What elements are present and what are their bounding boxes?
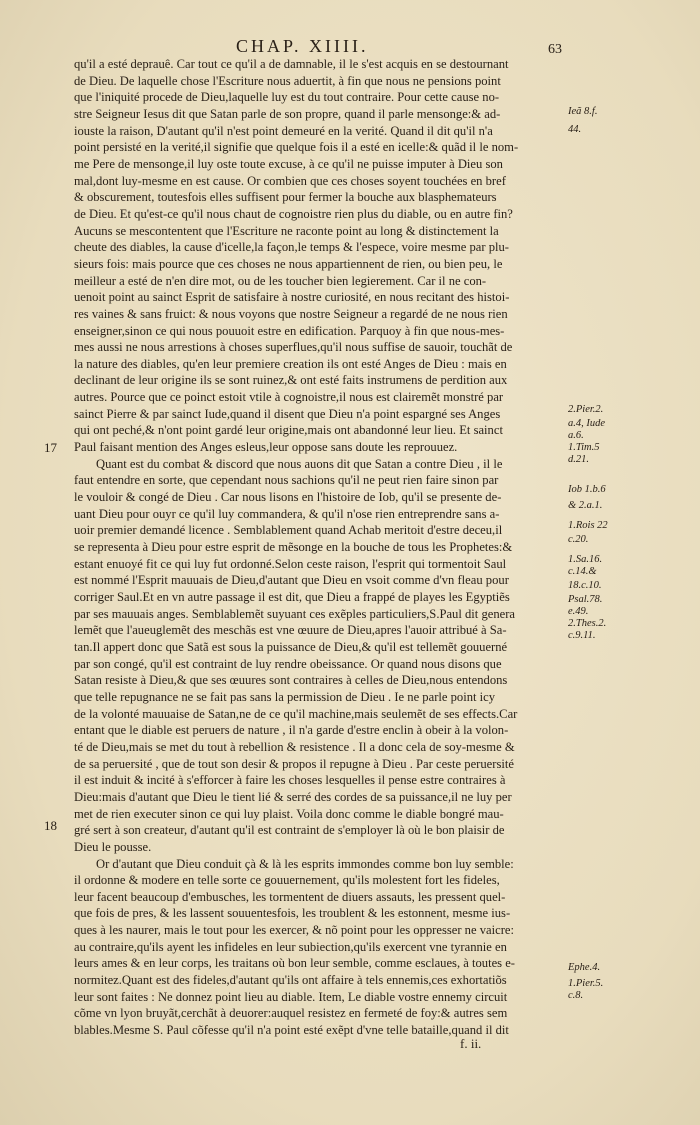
text-line: entant que le diable est peruers de nature , il n'a garde d'estre enclin à obeir à la volon- [74, 723, 509, 738]
text-line: il est induit & incité à s'efforcer à faire les choses lesquelles il pense estre contraires à [74, 773, 506, 788]
text-line: & obscurement, toutesfois elles suffisent pour fermer la bouche aux blasphemateurs [74, 190, 497, 205]
margin-note: Iob 1.b.6 [568, 484, 606, 495]
text-line: me Pere de mensonge,il luy oste toute excuse, à ce qu'il ne puisse imputer à Dieu son [74, 156, 503, 171]
margin-note: c.8. [568, 990, 584, 1001]
text-line: blables.Mesme S. Paul cõfesse qu'il n'a point esté exẽpt d'vne telle bataille,quand il dit [74, 1023, 509, 1038]
margin-note: 18.c.10. [568, 580, 602, 591]
text-line: uenoit point au sainct Esprit de satisfaire à nostre curiosité, en nous recitant des histoi- [74, 290, 510, 305]
text-line: lemẽt que l'aueuglemẽt des meschãs est vne œuure de Dieu,apres l'auoir attribué à Sa- [74, 623, 507, 638]
text-line: par ses mauuais anges. Semblablemẽt suyuant ces exẽples particuliers,S.Paul dit genera [74, 606, 516, 621]
text-line: faut entendre en sorte, que cependant nous sachions qu'il ne peut rien faire sinon par [74, 473, 499, 488]
text-line: uoir premier demandé licence . Semblablement quand Achab meritoit d'estre deceu,il [74, 523, 503, 538]
text-line: sainct Pierre & par sainct Iude,quand il disent que Dieu n'a point espargné ses Anges [74, 406, 501, 421]
text-line: point persisté en la verité,il signifie que quelque fois il a esté en icelle:& quãd il le nom- [74, 140, 519, 155]
margin-note: 2.Pier.2. [568, 404, 604, 415]
text-line: que l'iniquité procede de Dieu,laquelle luy est du tout contraire. Pour cette cause no- [74, 90, 500, 105]
text-line: iouste la raison, D'autant qu'il n'est point demeuré en la verité. Quand il dit qu'il n'a [74, 123, 493, 138]
section-number-17: 17 [44, 440, 57, 455]
margin-note: a.6. [568, 430, 584, 441]
margin-note: c.9.11. [568, 630, 596, 641]
text-line: Or d'autant que Dieu conduit çà & là les esprits immondes comme bon luy semble: [96, 856, 514, 871]
margin-note: & 2.a.1. [568, 500, 603, 511]
text-line: de Dieu. De laquelle chose l'Escriture nous aduertit, à fin que nous ne pensions point [74, 73, 501, 88]
margin-note: 1.Tim.5 [568, 442, 600, 453]
text-line: enseigner,sinon ce qui nous pouuoit estre en edification. Parquoy à fin que nous-mes- [74, 323, 505, 338]
margin-note: 44. [568, 124, 582, 135]
text-line: Dieu:mais d'autant que Dieu le tient lié & serré des cordes de sa puissance,il ne luy per [74, 789, 512, 804]
margin-note: e.49. [568, 606, 589, 617]
text-line: de la volonté mauuaise de Satan,ne de ce qu'il machine,mais seulemẽt de ses effects.Car [74, 706, 518, 721]
text-line: estant enuoyé fit ce qui luy fut ordonné.Selon ceste raison, l'esprit qui tormentoit Saul [74, 556, 507, 571]
paragraph-17 [74, 456, 566, 856]
text-line: normitez.Quant est des fideles,d'autant qu'ils ont affaire à tels ennemis,ces exhortatiõs [74, 973, 507, 988]
margin-note: d.21. [568, 454, 589, 465]
text-line: té de Dieu,mais se met du tout à rebellion & resistence . Il a donc cela de soy-mesme & [74, 739, 515, 754]
text-line: mal,dont luy-mesme en est cause. Or combien que ces choses soyent touchées en bref [74, 173, 506, 188]
margin-note: 2.Thes.2. [568, 618, 607, 629]
section-number-18: 18 [44, 818, 57, 833]
text-line: le vouloir & congé de Dieu . Car nous lisons en l'histoire de Iob, qu'il se presente de- [74, 490, 502, 505]
text-line: meilleur a esté de n'en dire mot, ou de les toucher bien legierement. Car il ne con- [74, 273, 487, 288]
text-line: leur facent beaucoup d'embusches, les tormentent de diuers assauts, les pressent quel- [74, 889, 506, 904]
margin-note: Ieã 8.f. [568, 106, 598, 117]
text-line: Aucuns se mescontentent que l'Escriture ne raconte point au long & distinctement la [74, 223, 499, 238]
text-line: que telle repugnance ne se fait pas sans la permission de Dieu . Ie ne parle point icy [74, 689, 496, 704]
text-line: corriger Saul.Et en vn autre passage il est dit, que Dieu a frappé de playes les Egyptiẽs [74, 590, 510, 604]
text-line: Quant est du combat & discord que nous auons dit que Satan a contre Dieu , il le [96, 456, 503, 471]
text-line: sieurs fois: mais pource que ces choses ne nous appartiennent de rien, ou bien peu, le [74, 256, 503, 271]
text-line: tan.Il appert donc que Satã est sous la puissance de Dieu,& qu'il est tellemẽt gouuerné [74, 639, 508, 654]
text-line: leurs ames & en leur corps, les traitans où bon leur semble, comme esclaues, à toutes e- [74, 956, 515, 971]
text-line: ques à les naurer, mais le tout pour les exercer, & nõ point pour les oppresser ne vaicre: [74, 923, 514, 938]
text-line: met de rien executer sinon ce qui luy plaist. Voila donc comme le diable bongré mau- [74, 806, 504, 821]
margin-note: 1.Sa.16. [568, 554, 603, 565]
margin-note: 1.Pier.5. [568, 978, 604, 989]
text-line: au contraire,qu'ils ayent les infideles en leur subiection,qu'ils exercent vne tyrannie en [74, 939, 507, 954]
margin-note: Ephe.4. [568, 962, 601, 973]
text-line: Paul faisant mention des Anges esleus,leur oppose sans doute les reprouuez. [74, 440, 458, 455]
margin-note: 1.Rois 22 [568, 520, 608, 531]
text-line: uant Dieu pour ouyr ce qu'il luy commandera, & qu'il n'ose rien entreprendre sans a- [74, 506, 500, 521]
text-line: est nommé l'Esprit mauuais de Dieu,d'autant que Dieu en vsoit comme d'vn fleau pour [74, 573, 509, 588]
text-line: se representa à Dieu pour estre esprit de mẽsonge en la bouche de tous les Prophetes:& [74, 540, 513, 555]
text-line: par son congé, qu'il est contraint de luy rendre obeissance. Or quand nous disons que [74, 656, 502, 671]
paragraph-intro [74, 56, 566, 456]
text-line: leur sont faites : Ne donnez point lieu au diable. Item, Le diable vostre ennemy circuit [74, 989, 508, 1004]
running-header: CHAP. XIIII. [236, 36, 369, 56]
margin-note: a.4, Iude [568, 418, 606, 429]
text-line: Dieu le pousse. [74, 839, 152, 854]
text-line: mes aussi ne nous arrestions à choses superflues,qu'il nous suffise de sauoir, touchãt de [74, 340, 513, 355]
text-line: Satan resiste à Dieu,& que ses œuures sont contraires à celles de Dieu,nous entendons [74, 673, 508, 688]
text-line: stre Seigneur Iesus dit que Satan parle de son propre, quand il parle mensonge:& ad- [74, 106, 501, 121]
text-line: la nature des diables, qu'en leur premiere creation ils ont esté Anges de Dieu : mais en [74, 356, 507, 371]
text-line: cheute des diables, la cause d'icelle,la façon,le temps & l'espece, voire mesme par plu- [74, 240, 509, 255]
text-line: autres. Pource que ce poinct estoit vtile à cognoistre,il nous est clairemẽt monstré par [74, 390, 504, 405]
text-line: gré sert à son createur, d'autant qu'il est contraint de s'employer là où le bon plaisir de [74, 823, 505, 838]
signature-mark: f. ii. [460, 1036, 482, 1051]
text-line: de sa peruersité , que de tout son desir & propos il repugne à Dieu . Par ceste peruersité [74, 756, 514, 771]
margin-note: Psal.78. [568, 594, 603, 605]
text-line: res vaines & sans fruict: & nous voyons que nostre Seigneur a regardé de ne nous rien [74, 306, 508, 321]
text-line: qui ont peché,& n'ont point gardé leur origine,mais ont abandonné leur lieu. Et sainct [74, 423, 503, 438]
text-line: cõme vn lyon bruyãt,cerchãt à deuorer:auquel resistez en fermeté de foy:& autres sem [74, 1006, 508, 1021]
text-line: de Dieu. Et qu'est-ce qu'il nous chaut de cognoistre rien plus du diable, ou en autre fin? [74, 206, 513, 221]
margin-note: c.14.& [568, 566, 597, 577]
page-number: 63 [548, 42, 562, 57]
text-line: qu'il a esté deprauê. Car tout ce qu'il a de damnable, il le s'est acquis en se destournant [74, 57, 509, 71]
margin-note: c.20. [568, 534, 589, 545]
main-text [74, 56, 566, 1039]
paragraph-18 [74, 856, 566, 1039]
text-line: declinant de leur origine ils se sont ruinez,& ont esté faits instrumens de perdition aux [74, 373, 508, 388]
text-line: il ordonne & modere en telle sorte ce gouuernement, qu'ils molestent fort les fideles, [74, 873, 500, 888]
text-line: que fois de pres, & les lassent souuentesfois, les troublent & les estonnent, mesme ius- [74, 906, 511, 921]
